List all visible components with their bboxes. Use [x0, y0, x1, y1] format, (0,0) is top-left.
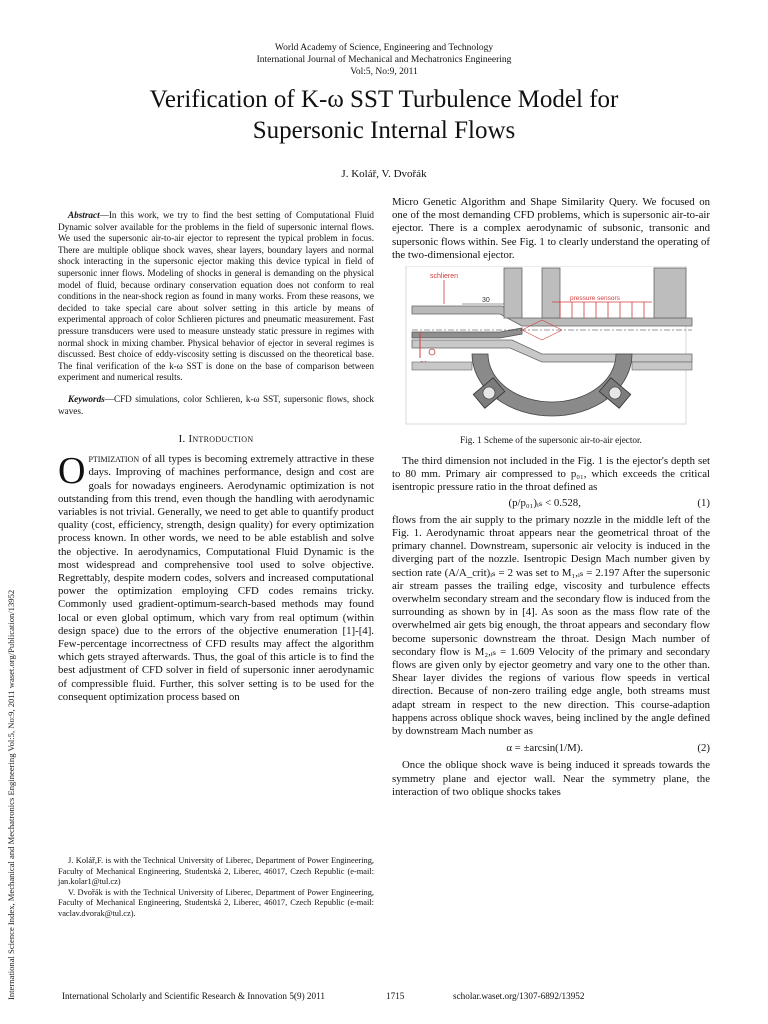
section-heading-introduction: I. Introduction — [178, 433, 254, 446]
header-line-1: World Academy of Science, Engineering and Technology — [274, 43, 494, 53]
title-line-2: Supersonic Internal Flows — [252, 117, 516, 144]
bolt-right — [609, 387, 621, 399]
pressure-sensors-label: pressure sensors — [570, 295, 620, 303]
paper-title — [0, 84, 768, 146]
right-paragraph-3: flows from the air supply to the primary nozzle in the middle left of the Fig. 1. Aerodynamic throat appears near the geometrical throat of the primary channel. Downstream, supersonic air velocity is induced in the diverging part of the nozzle. Isentropic Design Mach number given by section rate (A/A_crit)ᵢₛ = 2 was set to M₁,ᵢₛ = 2.197 After the supersonic air stream passes the trailing edge, viscosity and turbulence effects overwhelm secondary stream and the secondary flow is induced from the surrounding as shown by in [4]. As soon as the mass flow rate of the overwhelmed air gets big enough, the throat appears and secondary flow become supersonic downstream the throat. Design Mach number of secondary flow is M₂,ᵢₛ = 1.609 Velocity of the primary and secondary flows are given only by ejector geometry and vary one to the other than. Shear layer divides the regions of various flow speeds in vertical direction. Because of non-zero trailing edge angle, both streams must adapt stream in respect to the new direction. This course-adaption happens across oblique shock waves, being inclined by the angle defined by downstream Mach number as — [392, 513, 710, 738]
left-column — [58, 210, 374, 704]
equation-1-body: (p/p₀₁)ᵢₛ < 0.528, — [508, 496, 581, 509]
title-line-1: Verification of K-ω SST Turbulence Model for — [149, 86, 619, 113]
intro-paragraph — [58, 450, 374, 704]
authors: J. Kolář, V. Dvořák — [341, 168, 427, 180]
intro-lead: ptimization — [88, 453, 140, 466]
secondary-inlet-wall-left — [504, 268, 522, 318]
footnote-2: V. Dvořák is with the Technical University of Liberec, Department of Power Engineering, Faculty of Mechanical Engineering, Studentská 2, Liberec, 46017, Czech Republic (e-mail: vaclav.dvorak@tul.cz). — [58, 887, 374, 918]
equation-2 — [392, 742, 710, 755]
right-paragraph-4: Once the oblique shock wave is being induced it spreads towards the symmetry plane and ejector wall. Near the symmetry plane, the interaction of two oblique shocks takes — [392, 759, 710, 798]
bottom-bar-left — [412, 362, 472, 370]
footer-page-number: 1715 — [386, 991, 405, 1001]
secondary-inlet-wall-right — [542, 268, 560, 318]
side-index-text: International Science Index, Mechanical and Mechatronics Engineering Vol:5, No:9, 2011 waset.org/Publication/13952 — [6, 589, 16, 1000]
figure-caption: Fig. 1 Scheme of the supersonic air-to-air ejector. — [460, 435, 642, 446]
intro-text: of all types is becoming extremely attractive in these days. Improving of machines performance, design and cost are goals for nowadays engineers. Aerodynamic optimization is not outstanding from this trend, even though the handling with aerodynamic variables is not trivial. Generally, we need to get able to quantify product quality (cost, efficiency, strength, design quality) for every optimization process known. In other words, we need to be able establish and solve the objective. In aerodynamics, Computational Fluid Dynamic is the most widespread and comprehensive tool used to solve objective. Regrettably, despite modern codes, solvers and increased computational power the optimization employing CFD codes remains tricky. Commonly used gradient-optimum-search-based methods may found local or even global optimum, which vary from real optimum (within design space) due to the errors of the objective enumeration [1]-[4]. Few-percentage incorrectness of CFD results may affect the algorithm which gets strayed afterwards. Thus, the goal of this article is to find the best adjustment of CFD solver in field of supersonic inner aerodynamic of compressible fluid. Further, this solver setting is to be used for the consequent optimization process based on — [58, 453, 374, 703]
drop-cap: O — [58, 450, 86, 493]
footer-left: International Scholarly and Scientific Research & Innovation 5(9) 2011 — [62, 991, 325, 1001]
equation-1 — [392, 497, 710, 510]
abstract-text: —In this work, we try to find the best setting of Computational Fluid Dynamic solver available for the problems in the field of supersonic internal flows. We used the supersonic air-to-air ejector to represent the typical problem in focus. There are multiple oblique shock waves, shear layers, boundary layers and normal shock interacting in the supersonic ejector making this device typical in field of supersonic inner flows. Modeling of shocks in general is demanding on the physical model of fluid, because ordinary conservation equation does not conform to real conditions in the near-shock region as found in many works. From these reasons, we decided to take special care about solver setting in this article by means of experimental approach of color Schlieren pictures and pneumatic measurement. Fast pressure transducers were used to measure unsteady static pressure in regimes with normal shock in mixing chamber. Physical behavior of ejector in several regimes is discussed. Best choice of eddy-viscosity setting is discussed on the theoretical base. The final verification of the k-ω SST is done on the base of comparison between experiment and numerical results. — [58, 210, 374, 383]
bottom-bar-right — [632, 362, 692, 370]
abstract — [58, 210, 374, 384]
right-paragraph-2: The third dimension not included in the Fig. 1 is the ejector's depth set to 80 mm. Primary air compressed to p₀₁, which exceeds the critical isentropic pressure ratio in the throat defined as — [392, 455, 710, 494]
footer-link[interactable]: scholar.waset.org/1307-6892/13952 — [453, 991, 585, 1001]
keywords-label: Keywords — [68, 393, 105, 404]
figure-1 — [392, 266, 710, 445]
schlieren-label: schlieren — [430, 273, 459, 281]
abstract-label: Abstract — [68, 210, 100, 220]
footnote-1: J. Kolář,F. is with the Technical University of Liberec, Department of Power Engineering, Faculty of Mechanical Engineering, Studentská 2, Liberec, 46017, Czech Republic (e-mail: jan.kolar1@tul.cz) — [58, 856, 374, 887]
right-column — [392, 196, 710, 799]
ejector-scheme-diagram — [392, 266, 710, 428]
header-line-2: International Journal of Mechanical and Mechatronics Engineering — [256, 55, 512, 65]
journal-header — [0, 42, 768, 78]
equation-2-number: (2) — [697, 742, 710, 755]
header-line-3: Vol:5, No:9, 2011 — [350, 67, 418, 77]
keywords — [58, 394, 374, 417]
bolt-left — [483, 387, 495, 399]
equation-1-number: (1) — [697, 496, 710, 509]
dimension-label: 30 — [482, 297, 490, 305]
right-paragraph-1: Micro Genetic Algorithm and Shape Similarity Query. We focused on one of the most demanding CFD problems, which is supersonic air-to-air ejector. There is a complex aerodynamic of subsonic, transonic and supersonic flows within. See Fig. 1 to clearly understand the operating of the two-dimensional ejector. — [392, 196, 710, 261]
outlet-wall — [654, 268, 686, 318]
keywords-text: —CFD simulations, color Schlieren, k-ω SST, supersonic flows, shock waves. — [58, 393, 374, 416]
equation-2-body: α = ±arcsin(1/M). — [506, 742, 584, 755]
footnotes — [58, 856, 374, 920]
